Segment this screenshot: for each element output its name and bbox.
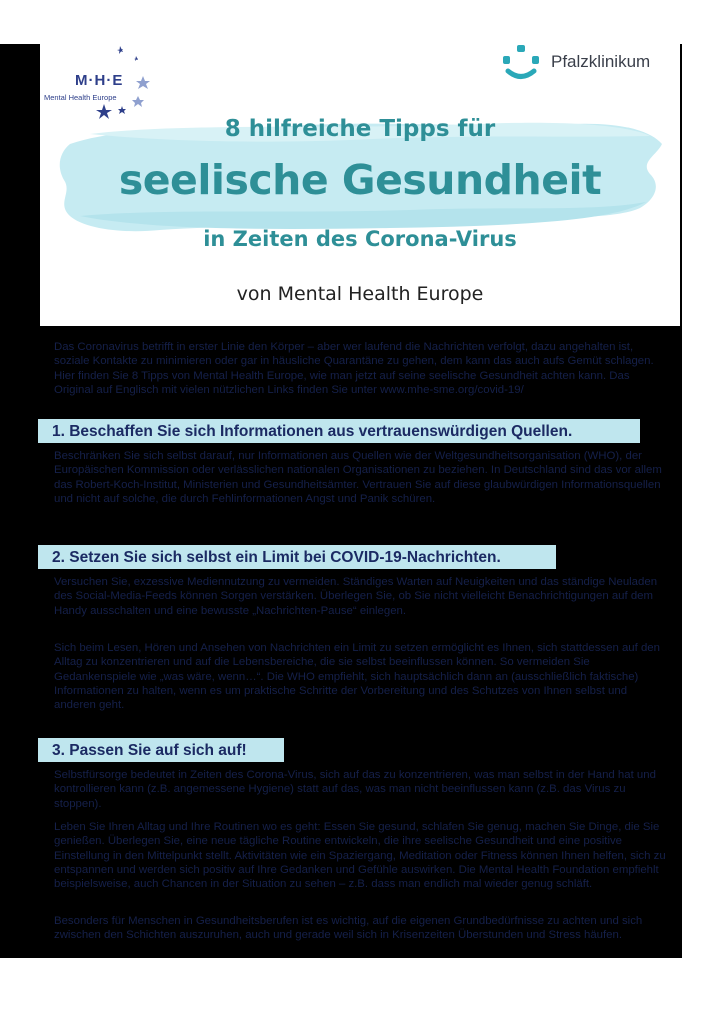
section-3-paragraph-3: Besonders für Menschen in Gesundheitsberufen ist es wichtig, auf die eigenen Grundbedürfnisse zu achten und sich zwischen den Schichten auszuruhen, auch und gerade weil sich in Krisenzeiten Überstunden und Stress häufen. [54, 915, 643, 942]
section-2-paragraph-1: Versuchen Sie, exzessive Mediennutzung zu vermeiden. Ständiges Warten auf Neuigkeiten und das ständige Neuladen des Social-Media-Feeds können Sorgen verstärken. Überlegen Sie, ob Sie nicht vielleicht Benachrichtigungen auf dem Handy ausschalten und eine bewusste „Nachrichten-Pause“ einlegen. [54, 576, 658, 617]
pfalzklinikum-logo [500, 44, 680, 84]
intro-paragraph: Das Coronavirus betrifft in erster Linie den Körper – aber wer laufend die Nachrichten verfolgt, dazu angehalten ist, soziale Kontakte zu minimieren oder gar in häusliche Quarantäne zu gehen, dem kann das auch aufs Gemüt schlagen. Hier finden Sie 8 Tipps von Mental Health Europe, wie man jetzt auf seine seelische Gesundheit achten kann. Das Original auf Englisch mit vielen nützlichen Links finden Sie unter www.mhe-sme.org/covid-19/ [54, 341, 654, 396]
section-1-title: 1. Beschaffen Sie sich Informationen aus vertrauenswürdigen Quellen. [52, 423, 573, 440]
title-line-2: seelische Gesundheit [118, 156, 602, 204]
mhe-logo-subtitle: Mental Health Europe [44, 93, 117, 102]
mhe-logo [44, 46, 154, 122]
title-line-3: in Zeiten des Corona-Virus [203, 227, 517, 251]
section-2-title: 2. Setzen Sie sich selbst ein Limit bei COVID-19-Nachrichten. [52, 549, 501, 566]
section-2-paragraph-2: Sich beim Lesen, Hören und Ansehen von Nachrichten ein Limit zu setzen ermöglicht es Ihnen, sich stattdessen auf den Alltag zu konzentrieren und auf die Lebensbereiche, die sie selbst beeinflussen können. So vermeiden Sie Gedankenspiele wie „was wäre, wenn…“. Die WHO empfiehlt, sich hauptsächlich dann an (ausschließlich faktische) Informationen zu halten, wenn es um praktische Schritte der Vorbereitung und des Schutzes von Ihnen selbst und anderen geht. [54, 642, 660, 712]
title-line-1: 8 hilfreiche Tipps für [224, 116, 496, 142]
section-3-paragraph-1: Selbstfürsorge bedeutet in Zeiten des Corona-Virus, sich auf das zu konzentrieren, was man selbst in der Hand hat und kontrollieren kann (z.B. angemessene Hygiene) statt auf das, was man nicht beeinflussen kann (z.B. das Virus zu stoppen). [54, 769, 656, 810]
pfalzklinikum-logo-text: Pfalzklinikum [551, 52, 651, 71]
section-3-title: 3. Passen Sie auf sich auf! [52, 742, 247, 759]
mhe-logo-text: M·H·E [75, 72, 124, 89]
byline: von Mental Health Europe [236, 283, 484, 305]
section-3-paragraph-2: Leben Sie Ihren Alltag und Ihre Routinen wo es geht: Essen Sie gesund, schlafen Sie genug, machen Sie Dinge, die Sie genießen. Überlegen Sie, eine neue tägliche Routine entwickeln, die ihre seelische Gesundheit und eine positive Einstellung in den Mittelpunkt stellt. Aktivitäten wie ein Spaziergang, Meditation oder Fitness können Ihnen helfen, sich zu entspannen und werden sich positiv auf Ihre Gedanken und Gefühle auswirken. Die Mental Health Foundation empfiehlt beispielsweise, auch Chancen in der Situation zu sehen – z.B. dass man endlich mal wieder genug schläft. [54, 821, 666, 891]
section-1-paragraph-1: Beschränken Sie sich selbst darauf, nur Informationen aus Quellen wie der Weltgesundheitsorganisation (WHO), der Europäischen Kommission oder verlässlichen nationalen Organisationen zu beziehen. In Deutschland sind das vor allem das Robert-Koch-Institut, Ministerien und Gesundheitsämter. Vertrauen Sie auf diese glaubwürdigen Informationsquellen und nicht auf solche, die durch Fehlinformationen Angst und Panik schüren. [54, 450, 662, 505]
pfalzklinikum-mark-icon [502, 44, 540, 82]
